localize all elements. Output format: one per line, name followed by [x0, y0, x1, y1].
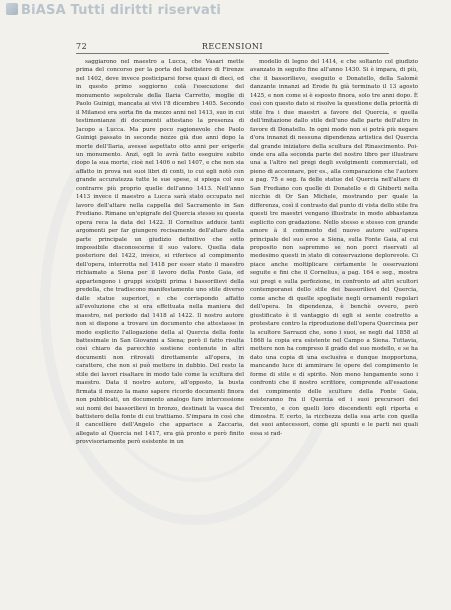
- text-column-right: [250, 58, 418, 588]
- watermark-bar: [0, 0, 451, 22]
- text-column-left: [76, 58, 244, 588]
- running-title: RECENSIONI: [201, 42, 264, 51]
- page-number: 72: [76, 42, 88, 51]
- paragraph-left: saggiarono nel maestro a Lucca, che Vasari mette prima del concorso per la porta del battistero di Firenze nel 1402, deve invece posticiparsi forse quasi di dieci, ed in questo primo soggiorno colà l'esecuzione del monumento sepolcrale della Ilaria Carretto, moglie di Paolo Guinigi, mancata ai vivi l'8 dicembre 1405. Secondo il Milanesi era sorta fin da mezzo anni nel 1413, suo in cui testimonianze di documenti attestano la presenza di Jacopo a Lucca. Ma pure poco ragionevole che Paolo Guinigi passato in seconde nozze già due anni dopo la morte dell'Ilaria, avesse aspettato otto anni per erigerle un monumento. Anzi, egli lo avrà fatto eseguire subito dopo la sua morte, cioè nel 1406 o nel 1407, e che non sia affatto in prova nei suoi libri di conti, io cui egli notò con grande accuratezza tutte le sue spese, si spiega col suo contrarre più proprio quelle dell'anno 1413. Nell'anno 1413 invece il maestro a Lucca sarà stato occupato nel lavoro dell'altare nella cappella del Sacramento in San Frediano. Rimane un'epigrafe del Quercia stesso su questa opera reca la data del 1422. Il Cornelius adduce tanti argomenti per far giungere recisamente dell'altare della parte principale un giudizio definitivo che sotto impossibile disconoscerne il suo valore. Quella data posteriore del 1422, invece, si riferisce al compimento dell'opera, interrotta nel 1418 per esser stato il maestro richiamato a Siena per il lavoro della Fonte Gaia, ed appartengono i gruppi scolpiti prima i bassorilievi della predella, che tradiscono manifestamente uno stile diverso dalle statue superiori, e che corrispondo affatto all'evoluzione che si era effettuata nella maniera del maestro, nel periodo dal 1418 al 1422. Il nostro autore non si dispone a trovare un documento che attestasse in modo esplicito l'allogazione della al Quercia della fonte battesimale in San Giovanni a Siena; però il fatto risulta così chiaro da parecchio sostiene contenute in altri documenti non ritrovati direttamente all'opera, in carattere, che non si può mettere in dubbio. Del resto la stile dei lavori risaltare in modo tale come la scultura del maestro. Data il nostro autore, all'opposto, la busta firmata il mezzo la mano sapere ricordo documenti finora non pubblicati, un documento analogo fare intercessione sui nomi dei bassorilievi in bronzo, destinati la vasca del battistero della fonte di cui trattiamo. S'impara in così che il cancelliere dell'Angelo che apparisce a Zaccaria, allegato al Quercia nel 1417, era già pronto e però finito provvisoriamente però esistente in un: [76, 59, 244, 446]
- watermark-brand-text: BiASA Tutti diritti riservati: [21, 3, 222, 18]
- watermark-brand: [6, 3, 221, 18]
- biasa-logo-icon: [6, 3, 18, 15]
- header-rule: [76, 53, 389, 54]
- paragraph-right: modello di legno del 1414, e che soltanto col giudizio avanzato in seguito fine all'anno 1430. Si è impara, di più, che il bassorilievo, eseguito e Donatello, della Salomè danzante innanzi ad Erode fu già terminato il 13 agosto 1425, e non come si è esposto finora, solo tre anni dopo. È così con questo dato si risolve la questione della priorità di stile fra i due maestri a favore del Quercia, e quella dell'imitazione dallo stile dell'uno dalle parte dell'altro in favore di Donatello. In ogni modo non si potrà più negare d'ora innanzi di nessuna dipendenza artistica del Quercia dal grande iniziatore della scultura del Rinascimento. Poi-onde era alla seconda parte del nostro libro per illustrare una a l'altro nel pregi degli svolgimenti commerciali, ed pieno di accennare, per es., alla comparazione che l'autore a pag. 75 e seg. fa delle statue del Quercia nell'altare di San Frediano con quelle di Donatello e di Ghiberti nella nicchie di Or San Michele, mostrando per quale la differenza, così il contrasto dal punto di vista dello stile fra questi tre maestri vengano illustrate in modo abbastanza esplicito con gradazione. Nello stesso e stesso con grande amore à il commento del nuovo autore sull'opera principale del suo eroe a Siena, sulla Fonte Gaia, al cui proposito non sapremmo se non porci riservati al medesimo questi in stato di conservazione deplorevole. Ci piace anche moltiplicare certamente le osservazioni seguite e fini che il Cornelius, a pag. 164 e seg., mostra sui pregi e sulla perfezione, in confronto ad altri scultori contemporanei dello stile dei bassorilievi del Quercia, come anche di quelle spogliate negli ornamenti regolari dell'opera. In dipendenza, è benchè ovvero, però giustificato è il vantaggio di egli si sente costretto a protestare contro la riproduzione dell'opera Quercinea per la scultore Sarrazzi che, sono i suoi, se negli dal 1858 al 1868 la copia era esistente nel Campo a Siena. Tuttavia, mettere non ha compreso il grado del suo modello, e se ha dato una copia di una esclusiva e dunque inopportuna, mancando luce di ammirare le opere del compimento le forme di stile e di spirito. Non meno lungamente sono i confronti che il nostro scrittore, comprende all'esazione dei compimento delle sculture della Fonte Gaia, esisteranno fra il Quercia ed i suoi precursori del Trecento, e con quelli loro discendenti egli riporta e dimostra. E certo, la ricchezza della sua arte con quella dei suoi antecessori, come gli spunti e le parti nei quali essa si rad-: [250, 59, 418, 437]
